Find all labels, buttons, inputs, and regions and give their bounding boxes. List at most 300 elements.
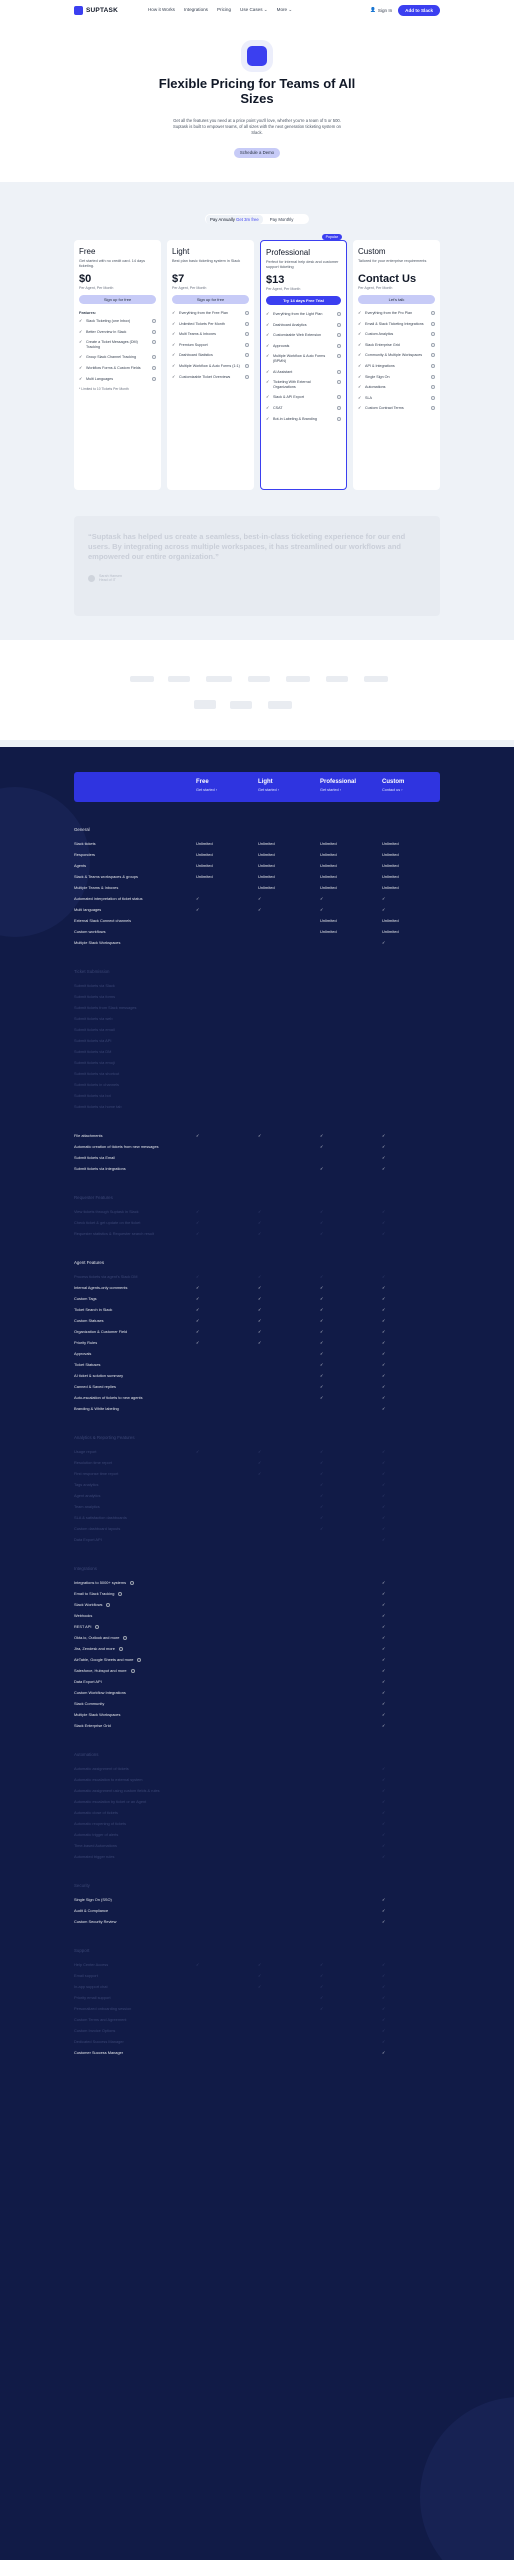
col-free [196,779,217,792]
feature-name [74,1274,137,1279]
save-label: Get 3m free [236,216,259,222]
cell-value: ✓ [258,1274,262,1279]
feature-label: Customizable Web Extension [273,333,322,338]
table-row [74,1995,440,2005]
testimonial-author [88,574,426,582]
check-icon: ✓ [358,310,362,315]
table-row [74,907,440,917]
hero-section [0,20,514,182]
feature-text: Ticket Search in Slack [74,1307,113,1312]
table-row [74,1274,440,1284]
customer-logo [230,701,252,709]
feature-name [74,2006,131,2011]
feature-name [74,1318,104,1323]
feature-text: Custom Invoice Options [74,2028,116,2033]
cell-value: ✓ [382,1919,386,1924]
section-heading: Automations [74,1752,99,1757]
cell-value: Unlimited [258,874,275,879]
feature-text: Automated interpretation of ticket status [74,896,143,901]
feature-text: In-app support chat [74,1984,108,1989]
feature-text: Submit tickets from Slack messages [74,1005,137,1010]
cell-value: ✓ [320,1285,324,1290]
feature-label: Multiple Workflow & Auto Forms (BPMN) [273,354,326,363]
feature-name [74,1657,141,1662]
feature-name [74,1060,115,1065]
feature-label: Single Sign On [365,374,390,379]
feature-name [74,1668,135,1673]
cell-value: ✓ [382,2050,386,2055]
feature-name [74,1027,115,1032]
cell-value: ✓ [196,896,200,901]
table-row [74,1307,440,1317]
info-icon[interactable] [337,312,341,316]
cell-value: ✓ [382,940,386,945]
feature-text: Multiple Slack Workspaces [74,940,121,945]
feature-name [74,1646,123,1651]
nav-link-how-it-works[interactable]: How it Works [147,7,175,12]
table-row [74,1093,440,1103]
feature-text: Jira, Zendesk and more [74,1646,115,1651]
cell-value: ✓ [320,1460,324,1465]
cell-value: ✓ [382,1646,386,1651]
cell-value: ✓ [382,1580,386,1585]
section-heading: Agent Features [74,1260,105,1265]
cell-value: ✓ [382,1504,386,1509]
feature-text: Integrations to 5000+ systems [74,1580,127,1585]
table-row [74,863,440,873]
cell-value: ✓ [382,1296,386,1301]
col-link[interactable]: Get started › [320,788,342,792]
feature-name [74,1071,119,1076]
feature-name [74,1919,116,1924]
info-icon[interactable] [431,375,435,379]
section-heading: Analytics & Reporting Features [74,1435,135,1440]
testimonial [74,516,440,616]
plan-cta-button[interactable]: Sign up for free [79,295,156,304]
table-row [74,2039,440,2049]
check-icon: ✓ [266,321,270,327]
schedule-demo-button[interactable]: Schedule a Demo [234,148,280,158]
cell-value: ✓ [320,1133,324,1138]
info-icon[interactable] [118,1592,122,1596]
plan-cta-button[interactable]: Try 14 days Free Trial [266,296,341,305]
info-icon[interactable] [152,330,156,334]
annual-option[interactable] [206,215,263,224]
feature-name [74,896,143,901]
table-row [74,2017,440,2027]
feature-name [74,918,131,923]
cell-value: ✓ [258,1296,262,1301]
cell-value: ✓ [382,1144,386,1149]
feature-name [74,1471,118,1476]
feature-item [266,380,341,389]
cell-value: ✓ [382,1274,386,1279]
cell-value: ✓ [258,1449,262,1454]
check-icon: ✓ [266,394,270,400]
col-custom [382,779,404,792]
cell-value: Unlimited [382,852,399,857]
cell-value: ✓ [382,1133,386,1138]
check-icon: ✓ [358,373,362,379]
cell-value: ✓ [382,2039,386,2044]
table-row [74,874,440,884]
feature-text: Automatic reopening of tickets [74,1821,127,1826]
feature-text: Custom Tags [74,1296,97,1301]
info-icon[interactable] [337,354,341,358]
cell-value: ✓ [382,1624,386,1629]
feature-name [74,1701,104,1706]
info-icon[interactable] [130,1581,134,1585]
page-title: Flexible Pricing for Teams of All Sizes [158,76,356,106]
info-icon[interactable] [431,322,435,326]
feature-label: Approvals [273,343,290,348]
info-icon[interactable] [337,323,341,327]
info-icon[interactable] [152,319,156,323]
info-icon[interactable] [431,311,435,315]
cell-value: ✓ [382,1449,386,1454]
cell-value: ✓ [320,1296,324,1301]
col-title: Custom [382,779,405,785]
feature-item [358,385,435,390]
plan-period: Per Agent, Per Month [266,287,301,291]
section-heading: Security [74,1883,90,1888]
check-icon: ✓ [266,342,270,348]
info-icon[interactable] [131,1669,135,1673]
feature-name [74,863,86,868]
cell-value: ✓ [320,1515,324,1520]
feature-name [74,1082,119,1087]
col-link[interactable]: Get started › [258,788,280,792]
feature-text: Slack & Teams workspaces & groups [74,874,138,879]
feature-label: Multi Teams & Inboxes [179,332,217,337]
feature-name [74,1973,98,1978]
feature-item [266,354,341,363]
info-icon[interactable] [152,366,156,370]
cell-value: ✓ [320,1973,324,1978]
section-heading: Ticket Submission [74,969,110,974]
cell-value: ✓ [382,1460,386,1465]
table-row [74,1591,440,1601]
feature-name [74,1166,126,1171]
table-row [74,1854,440,1864]
check-icon: ✓ [266,404,270,410]
table-row [74,1897,440,1907]
testimonial-text: “Suptask has helped us create a seamless, best-in-class ticketing experience for our end users. By integrating across multiple workspaces, it has streamlined our workflows and empowered our entire organization.” [88,532,406,561]
feature-name [74,940,120,945]
feature-name [74,841,96,846]
check-icon: ✓ [358,362,362,368]
plan-cta-button[interactable]: Sign up for free [172,295,249,304]
feature-text: Submit tickets via DM [74,1049,112,1054]
table-row [74,1799,440,1809]
cell-value: ✓ [382,1231,386,1236]
check-icon: ✓ [358,331,362,337]
signin-link[interactable] [370,7,392,13]
table-row [74,1723,440,1733]
cell-value: ✓ [258,1285,262,1290]
monthly-option[interactable]: Pay Monthly [269,216,294,222]
customer-logo [248,676,270,682]
cell-value: ✓ [258,1209,262,1214]
info-icon[interactable] [95,1625,99,1629]
feature-name [74,1777,143,1782]
cell-value: ✓ [320,907,324,912]
info-icon[interactable] [245,375,249,379]
info-icon[interactable] [431,353,435,357]
feature-label: Group Slack Channel Tracking [86,355,137,360]
feature-text: Canned & Saved replies [74,1384,116,1389]
check-icon: ✓ [79,328,83,334]
cell-value: ✓ [196,1133,200,1138]
feature-item [79,330,156,335]
feature-text: Audit & Compliance [74,1908,109,1913]
col-link[interactable]: Get started › [196,788,218,792]
check-icon: ✓ [266,379,270,385]
feature-text: Agent analytics [74,1493,101,1498]
col-light [258,779,279,792]
feature-name [74,1144,159,1149]
table-row [74,1810,440,1820]
table-row [74,1984,440,1994]
signin-label: Sign In [377,7,393,13]
cell-value: ✓ [382,1591,386,1596]
feature-label: Community & Multiple Workspaces [365,353,423,358]
table-row [74,1060,440,1070]
cell-value: ✓ [382,1679,386,1684]
customer-logos [0,640,514,740]
cell-value: ✓ [382,1766,386,1771]
cell-value: ✓ [382,1318,386,1323]
feature-name [74,1515,127,1520]
info-icon[interactable] [137,1658,141,1662]
feature-name [74,1460,112,1465]
cell-value: ✓ [382,1406,386,1411]
cell-value: ✓ [196,1340,200,1345]
feature-label: Email & Slack Ticketing Integrations [365,321,424,326]
plan-price: $0 [79,273,92,285]
cell-value: ✓ [320,1307,324,1312]
cell-value: ✓ [320,1449,324,1454]
table-row [74,1821,440,1831]
nav-link-use-cases[interactable]: Use Cases ⌄ [240,7,268,12]
feature-label: Multi Languages [86,376,114,381]
info-icon[interactable] [337,333,341,337]
table-row [74,1537,440,1547]
info-icon[interactable] [337,344,341,348]
feature-text: Custom Security Review [74,1919,117,1924]
info-icon[interactable] [245,343,249,347]
table-row [74,1701,440,1711]
feature-name [74,1049,111,1054]
table-row [74,1340,440,1350]
plan-period: Per Agent, Per Month [172,286,207,290]
nav-link-pricing[interactable]: Pricing [216,7,232,12]
table-row [74,1449,440,1459]
feature-item [266,323,341,328]
info-icon[interactable] [119,1647,123,1651]
check-icon: ✓ [79,375,83,381]
check-icon: ✓ [358,341,362,347]
feature-text: Email to Slack Tracking [74,1591,115,1596]
feature-item [358,353,435,358]
cell-value: ✓ [382,1362,386,1367]
col-title: Light [258,779,273,785]
cell-value: ✓ [196,1329,200,1334]
billing-toggle[interactable] [205,214,309,224]
feature-name [74,983,115,988]
cell-value: ✓ [320,1209,324,1214]
feature-label: Create a Ticket Messages (DM) Tracking [86,340,138,349]
cell-value: Unlimited [382,863,399,868]
cell-value: ✓ [382,1973,386,1978]
feature-name [74,1799,146,1804]
info-icon[interactable] [245,332,249,336]
feature-text: Priority email support [74,1995,111,2000]
cell-value: ✓ [382,1657,386,1662]
cell-value: ✓ [320,1220,324,1225]
cell-value: ✓ [196,1318,200,1323]
cell-value: Unlimited [196,863,213,868]
info-icon[interactable] [337,395,341,399]
feature-name [74,1329,127,1334]
cell-value: Unlimited [258,885,275,890]
feature-text: Priority Rules [74,1340,98,1345]
plan-card-professional [260,235,347,490]
popular-badge: Popular [322,234,342,240]
nav-link-more[interactable]: More ⌄ [276,7,293,12]
cell-value: ✓ [196,1962,200,1967]
feature-text: Submit tickets in channels [74,1082,119,1087]
info-icon[interactable] [337,417,341,421]
info-icon[interactable] [106,1603,110,1607]
cell-value: ✓ [382,1307,386,1312]
customer-logo [130,676,154,682]
table-row [74,918,440,928]
brand-logo[interactable] [74,6,118,15]
feature-name [74,1504,100,1509]
cell-value: ✓ [382,1701,386,1706]
cell-value: Unlimited [196,852,213,857]
feature-text: Automatic escalation to external system [74,1777,143,1782]
feature-name [74,1384,116,1389]
feature-label: Slack & API Export [273,395,304,400]
feature-item [79,319,156,324]
info-icon[interactable] [152,340,156,344]
table-row [74,1690,440,1700]
cell-value: ✓ [382,1897,386,1902]
info-icon[interactable] [337,380,341,384]
feature-text: Automatic escalation by ticket or an Agent [74,1799,147,1804]
col-title: Professional [320,779,357,785]
feature-name [74,1591,122,1596]
comparison-section [0,747,514,2560]
info-icon[interactable] [245,364,249,368]
cell-value: Unlimited [258,852,275,857]
info-icon[interactable] [431,364,435,368]
cell-value: ✓ [382,1995,386,2000]
info-icon[interactable] [245,311,249,315]
feature-text: Custom Workflow Integrations [74,1690,126,1695]
plan-price: $7 [172,273,185,285]
plan-cta-button[interactable]: Let's talk [358,295,435,304]
cell-value: Unlimited [382,874,399,879]
feature-text: Check ticket & get update on the ticket [74,1220,141,1225]
cell-value: ✓ [382,1602,386,1607]
table-row [74,1144,440,1154]
check-icon: ✓ [266,353,270,359]
feature-item [266,395,341,400]
feature-label: Everything from the Pro Plan [365,311,413,315]
info-icon[interactable] [431,396,435,400]
cell-value: ✓ [382,1384,386,1389]
info-icon[interactable] [245,322,249,326]
feature-text: File attachments [74,1133,103,1138]
nav-link-integrations[interactable]: Integrations [183,7,208,12]
feature-text: Submit tickets via forms [74,994,116,999]
info-icon[interactable] [123,1636,127,1640]
info-icon[interactable] [337,370,341,374]
table-row [74,1038,440,1048]
info-icon[interactable] [152,355,156,359]
feature-name [74,1690,126,1695]
table-row [74,1646,440,1656]
cell-value: ✓ [258,1340,262,1345]
cell-value: Unlimited [382,841,399,846]
feature-text: Single Sign On (SSO) [74,1897,112,1902]
feature-item [172,332,249,337]
info-icon[interactable] [431,406,435,410]
info-icon[interactable] [245,353,249,357]
feature-text: Personalized onboarding session [74,2006,132,2011]
info-icon[interactable] [431,343,435,347]
table-row [74,1133,440,1143]
feature-text: Submit tickets via Slack [74,983,115,988]
cell-value: ✓ [382,1155,386,1160]
nav-links [148,7,292,13]
feature-text: Okta.io, Outlook and more [74,1635,120,1640]
info-icon[interactable] [152,377,156,381]
add-to-slack-button[interactable]: Add to Slack [398,5,440,16]
feature-name [74,1373,123,1378]
cell-value: ✓ [196,1209,200,1214]
customer-logo [326,676,348,682]
feature-label: Dashboard Statistics [179,353,213,358]
check-icon: ✓ [172,352,176,358]
info-icon[interactable] [431,332,435,336]
cell-value: ✓ [320,1471,324,1476]
feature-name [74,1854,114,1859]
brand-name: SUPTASK [86,6,118,14]
feature-text: Auto-escalation of tickets to new agents [74,1395,143,1400]
table-row [74,1362,440,1372]
cell-value: ✓ [320,1362,324,1367]
cell-value: ✓ [382,1668,386,1673]
col-link[interactable]: Contact us › [382,788,403,792]
cell-value: ✓ [382,1635,386,1640]
feature-name [74,1406,119,1411]
cell-value: ✓ [382,2017,386,2022]
info-icon[interactable] [337,406,341,410]
plan-name: Custom [358,247,386,256]
cell-value: ✓ [382,1810,386,1815]
feature-text: Submit tickets via bot [74,1093,111,1098]
feature-text: Ticket Statuses [74,1362,101,1367]
cell-value: ✓ [196,1449,200,1454]
feature-label: CSAT [273,405,283,410]
info-icon[interactable] [431,385,435,389]
table-row [74,1679,440,1689]
cell-value: ✓ [382,1515,386,1520]
